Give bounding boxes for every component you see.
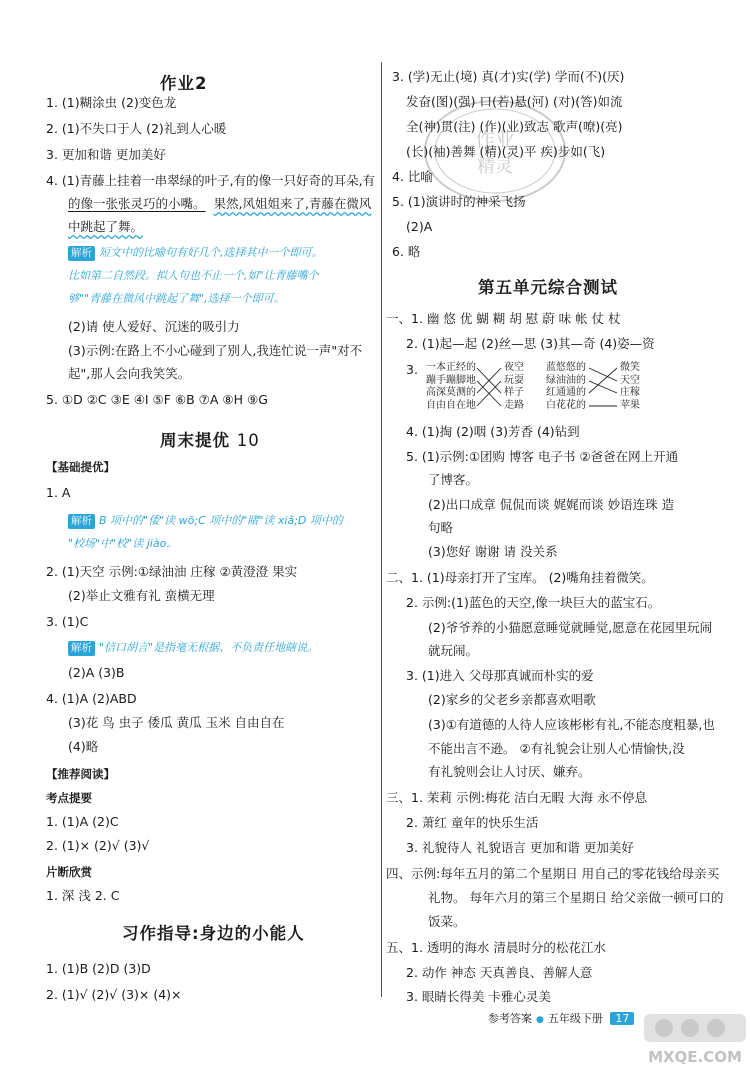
explanation [68,639,318,657]
match-item: 红通通的 [546,387,586,398]
answer-line: 2. (1)√ (2)√ (3)× (4)× [46,987,182,1002]
explanation-tag: 解析 [68,514,95,529]
match-item: 庄稼 [620,387,640,398]
page-footer [488,1010,634,1026]
answer-line: (2)举止文雅有礼 蛮横无理 [68,588,215,603]
answer-line: 1. (1)糊涂虫 (2)变色龙 [46,95,177,110]
match-item: 玩耍 [504,374,524,386]
match-right-column-2 [620,362,640,412]
match-item: 走路 [504,399,524,411]
answer-line: 礼物。 每年六月的第三个星期日 给父亲做一顿可口的 [428,890,724,905]
answer-line: (长)(袖)善舞 (精)(灵)平 疾)步如(飞) [406,144,606,159]
answer-line: 了博客。 [428,472,479,487]
match-left-column-2 [546,362,586,412]
answer-line: 5. ①D ②C ③E ④I ⑤F ⑥B ⑦A ⑧H ⑨G [46,392,268,407]
writing-guide-title: 习作指导:身边的小能人 [122,924,305,943]
answer-line: (2)出口成章 侃侃而谈 娓娓而谈 妙语连珠 造 [428,497,675,512]
answer-line: (3)您好 谢谢 请 没关系 [428,544,558,559]
weekend-title-text: 周末提优 [160,431,230,450]
match-item: 夜空 [504,362,524,373]
explanation-text: B 项中的"倭"读 wō;C 项中的"睹"读 xiǎ;D 项中的 [99,514,343,527]
answer-line: 3. 礼貌待人 礼貌语言 更加和谐 更加美好 [406,840,634,855]
match-item: 天空 [620,374,640,386]
answer-line: 饭菜。 [428,914,466,929]
svg-text:精灵: 精灵 [477,156,513,177]
answer-line: (2)家乡的父老乡亲都喜欢唱歌 [428,692,596,707]
svg-text:作业: 作业 [475,127,515,151]
answer-line: 2. (1)天空 示例:①绿油油 庄稼 ②黄澄澄 果实 [46,564,298,579]
match-item: 高深莫测的 [426,387,476,398]
match-right-column-1 [504,362,524,412]
column-divider [381,62,382,997]
explanation-text: 短文中的比喻句有好几个,选择其中一个即可。 [99,246,323,259]
answer-line: 句略 [428,520,454,535]
answer-line: 3. (1)C [46,614,89,629]
match-item: 白花花的 [546,399,586,411]
match-lines-2 [588,362,618,412]
match-item: 样子 [504,387,524,398]
answer-line: 4. 比喻 [392,169,433,184]
wavy-underlined-text: 果然,风姐姐来了,青藤在微风 [213,196,372,211]
answer-line: 起",那人会向我笑笑。 [68,366,191,381]
answer-line: 4. (1)掏 (2)咽 (3)芳香 (4)钻到 [406,424,580,439]
answer-line: 有礼貌则会让人讨厌、嫌弃。 [428,764,591,779]
item-number: 3. [406,362,418,377]
answer-line: 1. A [46,485,71,500]
explanation-text: "校场"中"校"读 jiào。 [68,537,178,550]
footer-label: 参考答案 [488,1012,532,1025]
answer-line: 不能出言不逊。 ②有礼貌会让别人心情愉快,没 [428,741,685,756]
answer-line: 5. (1)演讲时的神采飞扬 [392,194,526,209]
section-heading: 【基础提优】 [46,460,115,474]
stamp-watermark [420,96,570,206]
site-watermark-logo [640,1010,750,1070]
answer-line: 4. (1)A (2)ABD [46,691,137,706]
answer-line: 四、示例:每年五月的第二个星期日 用自己的零花钱给母亲买 [386,866,720,881]
answer-line: 3. 眼睛长得美 卡雅心灵美 [406,989,551,1004]
match-left-column-1 [426,362,476,412]
homework-2-title: 作业2 [160,74,208,93]
explanation-tag: 解析 [68,246,95,261]
answer-line: 全(神)贯(注) (作)(业)致志 歌声(嘹)(亮) [406,119,623,134]
footer-grade: 五年级下册 [547,1012,603,1025]
match-item: 苹果 [620,399,640,411]
match-item: 微笑 [620,362,640,373]
answer-line: 2. (1)不失口于人 (2)礼到人心暖 [46,121,227,136]
answer-line: 1. (1)A (2)C [46,814,119,829]
answer-line: 三、1. 茉莉 示例:梅花 洁白无暇 大海 永不停息 [386,790,648,805]
match-item: 一本正经的 [426,362,476,373]
explanation-tag: 解析 [68,641,95,656]
match-item: 蹦手蹦脚地 [426,374,476,386]
explanation [68,512,343,530]
answer-line: 五、1. 透明的海水 清晨时分的松花江水 [386,940,606,955]
answer-line: 6. 略 [392,244,421,259]
answer-line: (2)A [406,219,433,234]
answer-line: (3)示例:在路上不小心碰到了别人,我连忙说一声"对不 [68,343,363,358]
match-item: 自由自在地 [426,399,476,411]
answer-line: 4. (1)青藤上挂着一串翠绿的叶子,有的像一只好奇的耳朵,有 [46,173,376,188]
unit-test-title: 第五单元综合测试 [478,278,618,297]
answer-line: 3. (1)进入 父母那真诚而朴实的爱 [406,668,594,683]
wavy-underlined-text: 中跳起了舞。 [68,219,144,234]
answer-line: 5. (1)示例:①团购 博客 电子书 ②爸爸在网上开通 [406,449,679,464]
match-item: 绿油油的 [546,374,586,386]
answer-line: (3)花 鸟 虫子 倭瓜 黄瓜 玉米 自由自在 [68,715,285,730]
answer-line [68,218,143,236]
answer-line: 2. 动作 神态 天真善良、善解人意 [406,965,593,980]
explanation-text: "信口胡言"是指毫无根据、不负责任地瞎说。 [99,641,319,654]
answer-line: (2)请 使人爱好、沉迷的吸引力 [68,319,240,334]
answer-line [68,195,371,213]
answer-line: 1. (1)B (2)D (3)D [46,961,151,976]
answer-line: 发奋(图)(强) 口(若)悬(河) (对)(答)如流 [406,94,623,109]
subsection-heading: 考点提要 [46,791,92,805]
answer-line: 2. (1)起—起 (2)丝—思 (3)其—奇 (4)姿—资 [406,336,655,351]
section-heading: 【推荐阅读】 [46,767,115,781]
answer-line: 就玩闹。 [428,643,479,658]
answer-line: 3. (学)无止(境) 真(才)实(学) 学而(不)(厌) [392,69,625,84]
underlined-text: 的像一张张灵巧的小嘴。 [68,196,206,211]
answer-line: (3)①有道德的人待人应该彬彬有礼,不能态度粗暴,也 [428,717,715,732]
match-item: 蓝悠悠的 [546,362,586,373]
answer-line: (2)爷爷养的小猫愿意睡觉就睡觉,愿意在花园里玩闹 [428,620,713,635]
answer-line: 2. 萧红 童年的快乐生活 [406,815,539,830]
answer-line: 3. 更加和谐 更加美好 [46,147,166,162]
answer-line: 1. 深 浅 2. C [46,888,120,903]
subsection-heading: 片断欣赏 [46,865,92,879]
answer-line: (4)略 [68,739,99,754]
answer-line: 2. (1)× (2)√ (3)√ [46,838,150,853]
explanation-text: 比如第二自然段。拟人句也不止一个,如"让青藤嘴个 [68,269,319,282]
footer-dot-icon: ● [536,1015,544,1025]
answer-line: 2. 示例:(1)蓝色的天空,像一块巨大的蓝宝石。 [406,595,661,610]
explanation-text: 够""青藤在微风中跳起了舞",选择一个即可。 [68,292,285,305]
weekend-title [160,427,260,451]
page-number: 17 [610,1012,634,1025]
weekend-title-number: 10 [236,431,260,450]
answer-line: 二、1. (1)母亲打开了宝库。 (2)嘴角挂着微笑。 [386,570,654,585]
match-lines-1 [476,362,502,412]
svg-text:MXQE.COM: MXQE.COM [648,1048,742,1066]
answer-line: 一、1. 幽 悠 优 蝴 糊 胡 慰 蔚 味 帐 仗 杖 [386,311,621,326]
explanation [68,244,323,262]
answer-line: (2)A (3)B [68,665,125,680]
